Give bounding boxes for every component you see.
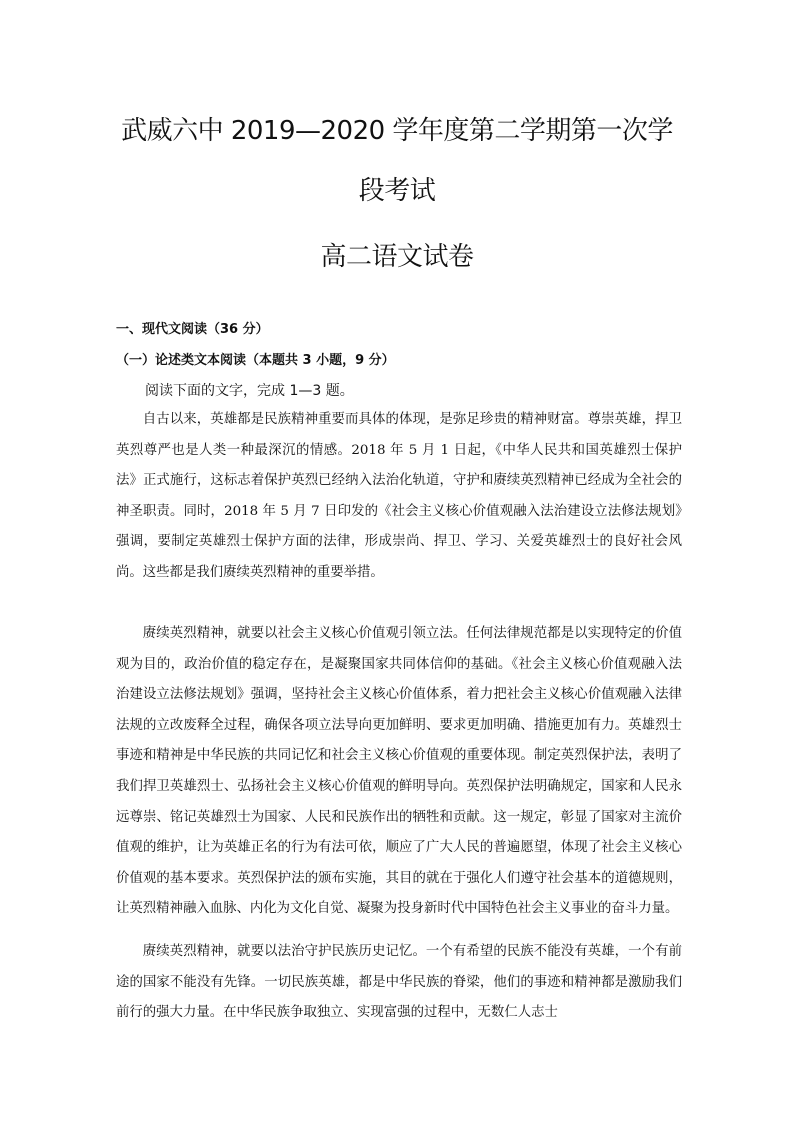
exam-subject-title: 高二语文试卷 — [320, 242, 474, 272]
section-heading: 一、现代文阅读（36 分） — [116, 322, 269, 337]
exam-title-line-1: 武威六中 2019—2020 学年度第二学期第一次学 — [121, 116, 673, 146]
passage-paragraph-1: 自古以来，英雄都是民族精神重要而具体的体现，是弥足珍贵的精神财富。尊崇英雄，捍卫英烈尊严也是人类一种最深沉的情感。2018 年 5 月 1 日起，《中华人民共和国英雄烈士保护法》正式施行，这标志着保护英烈已经纳入法治化轨道，守护和赓续英烈精神已经成为全社会的神圣职责。同时，2018 年 5 月 7 日印发的《社会主义核心价值观融入法治建设立法修法规划》强调，要制定英雄烈士保护方面的法律，形成崇尚、捍卫、学习、关爱英雄烈士的良好社会风尚。这些都是我们赓续英烈精神的重要举措。 — [116, 412, 682, 580]
passage-paragraph-2: 赓续英烈精神，就要以社会主义核心价值观引领立法。任何法律规范都是以实现特定的价值观为目的，政治价值的稳定存在，是凝聚国家共同体信仰的基础。《社会主义核心价值观融入法治建设立法修法规划》强调，坚持社会主义核心价值体系，着力把社会主义核心价值观融入法律法规的立改废释全过程，确保各项立法导向更加鲜明、要求更加明确、措施更加有力。英雄烈士事迹和精神是中华民族的共同记忆和社会主义核心价值观的重要体现。制定英烈保护法，表明了我们捍卫英雄烈士、弘扬社会主义核心价值观的鲜明导向。英烈保护法明确规定，国家和人民永远尊崇、铭记英雄烈士为国家、人民和民族作出的牺牲和贡献。这一规定，彰显了国家对主流价值观的维护，让为英雄正名的行为有法可依，顺应了广大人民的普遍愿望，体现了社会主义核心价值观的基本要求。英烈保护法的颁布实施，其目的就在于强化人们遵守社会基本的道德规则，让英烈精神融入血脉、内化为文化自觉、凝聚为投身新时代中国特色社会主义事业的奋斗力量。 — [116, 626, 682, 917]
subsection-heading: （一）论述类文本阅读（本题共 3 小题，9 分） — [116, 353, 395, 368]
exam-title-line-2: 段考试 — [358, 176, 436, 206]
passage-paragraph-3: 赓续英烈精神，就要以法治守护民族历史记忆。一个有希望的民族不能没有英雄，一个有前途的国家不能没有先锋。一切民族英雄，都是中华民族的脊梁，他们的事迹和精神都是激励我们前行的强大力量。在中华民族争取独立、实现富强的过程中，无数仁人志士 — [116, 944, 682, 1021]
reading-instruction: 阅读下面的文字，完成 1—3 题。 — [145, 383, 354, 399]
